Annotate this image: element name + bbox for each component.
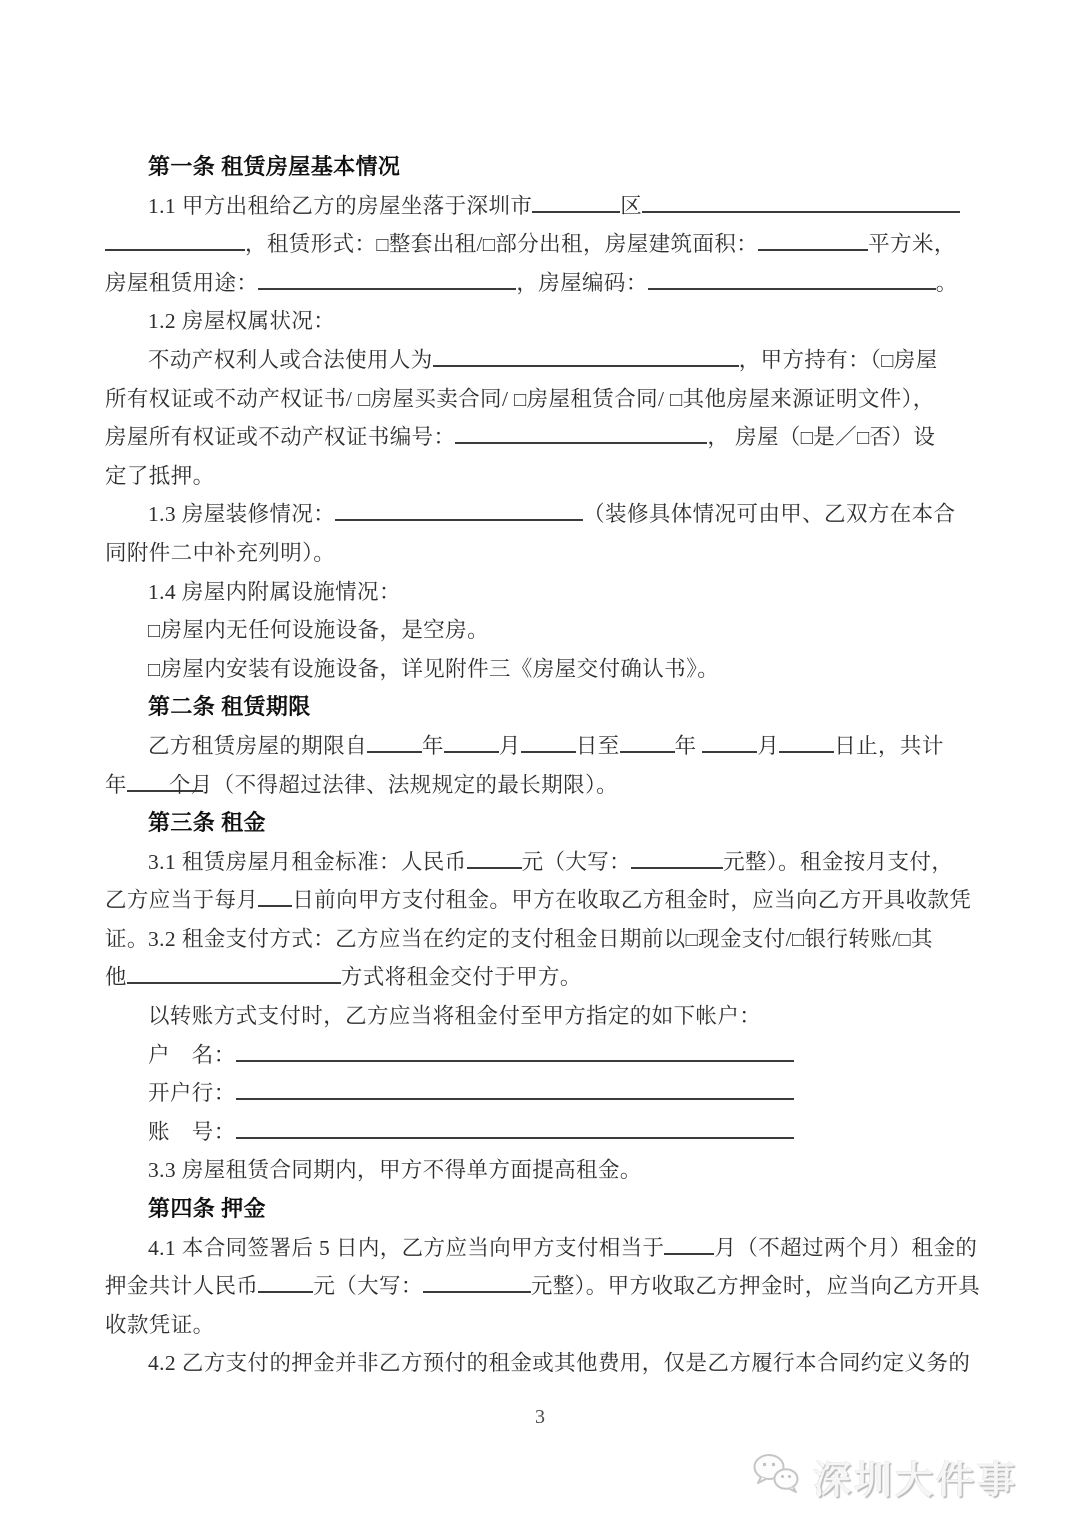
contract-line [105, 727, 982, 766]
text-run: 平方米， [868, 232, 956, 257]
blank-underline [664, 1249, 714, 1255]
contract-line [105, 843, 982, 882]
contract-line [105, 920, 982, 959]
text-run: 以转账方式支付时，乙方应当将租金付至甲方指定的如下帐户： [148, 1004, 762, 1029]
text-run: 4.1 本合同签署后 5 日内，乙方应当向甲方支付相当于 [148, 1235, 665, 1260]
text-run: 3.1 租赁房屋月租金标准：人民币 [148, 849, 467, 874]
text-run: 房屋 [893, 347, 938, 372]
blank-underline [779, 747, 834, 753]
text-run: 1.4 房屋内附属设施情况： [148, 579, 401, 604]
text-run: 4.2 乙方支付的押金并非乙方预付的租金或其他费用，仅是乙方履行本合同约定义务的 [148, 1351, 971, 1376]
blank-underline [236, 1056, 794, 1062]
text-run: 区 [620, 193, 643, 218]
text-run: 1.3 房屋装修情况： [148, 502, 336, 527]
contract-line [105, 534, 982, 573]
contract-line [105, 573, 982, 612]
checkbox-icon: □ [376, 234, 389, 257]
contract-line [105, 341, 982, 380]
text-run: 3.3 房屋租赁合同期内，甲方不得单方面提高租金。 [148, 1158, 642, 1183]
text-run: ，房屋编码： [516, 270, 648, 295]
contract-line [105, 225, 982, 264]
blank-underline [258, 1287, 313, 1293]
contract-body [105, 148, 982, 1383]
blank-underline [455, 438, 707, 444]
text-run: 月 [498, 733, 521, 758]
text-run: 乙方应当于每月 [105, 888, 259, 913]
checkbox-icon: □ [482, 234, 496, 257]
checkbox-icon: □ [685, 928, 699, 951]
blank-underline [423, 1287, 531, 1293]
text-run: 日止，共计 [834, 733, 944, 758]
wechat-icon [751, 1452, 803, 1501]
text-run: 元整）。甲方收取乙方押金时，应当向乙方开具 [530, 1274, 980, 1299]
text-run: 方式将租金交付于甲方。 [340, 965, 582, 990]
blank-underline [433, 361, 739, 367]
blank-underline [758, 245, 868, 251]
blank-underline [105, 245, 245, 251]
text-run: 现金支付/ [698, 926, 793, 951]
contract-line [105, 1036, 982, 1075]
text-run: 3.2 租金支付方式：乙方应当在约定的支付租金日期前以 [148, 926, 686, 951]
checkbox-icon: □ [857, 427, 870, 450]
blank-underline [467, 863, 522, 869]
contract-line [105, 1113, 982, 1152]
checkbox-icon: □ [800, 427, 814, 450]
section-heading [105, 688, 982, 727]
text-run: 否）设 [869, 425, 936, 450]
checkbox-icon: □ [148, 620, 161, 643]
text-run: 房屋内安装有设施设备，详见附件三《房屋交付确认书》。 [160, 656, 720, 681]
checkbox-icon: □ [670, 388, 683, 411]
text-run: 账 号： [148, 1119, 236, 1144]
contract-line [105, 1267, 982, 1306]
checkbox-icon: □ [898, 928, 911, 951]
section-heading [105, 804, 982, 843]
blank-underline [521, 747, 576, 753]
page-number: 3 [535, 1406, 545, 1428]
text-run: 他 [105, 965, 127, 990]
section-heading [105, 148, 982, 187]
text-run: 押金共计人民币 [105, 1274, 259, 1299]
contract-line [105, 457, 982, 496]
blank-underline [367, 747, 422, 753]
blank-underline [444, 747, 499, 753]
blank-underline [258, 901, 292, 907]
contract-line [105, 1074, 982, 1113]
contract-line [105, 1151, 982, 1190]
text-run: 第一条 租赁房屋基本情况 [148, 154, 401, 179]
checkbox-icon: □ [514, 388, 527, 411]
text-run: 日至 [575, 733, 620, 758]
text-run: 个月（不得超过法律、法规规定的最长期限）。 [168, 772, 619, 797]
text-run: 1.1 甲方出租给乙方的房屋坐落于深圳市 [148, 193, 533, 218]
contract-line [105, 418, 982, 457]
checkbox-icon: □ [358, 388, 371, 411]
blank-underline [702, 747, 757, 753]
contract-line [105, 611, 982, 650]
text-run: 户 名： [148, 1042, 236, 1067]
text-run: 是／ [813, 425, 858, 450]
blank-underline [335, 515, 583, 521]
contract-line [105, 380, 982, 419]
text-run: 所有权证或不动产权证书/ [105, 386, 359, 411]
text-run: 整套出租/ [388, 232, 483, 257]
text-run: 其 [910, 926, 933, 951]
blank-underline [620, 747, 675, 753]
blank-underline [236, 1094, 794, 1100]
text-run: 房屋内无任何设施设备，是空房。 [160, 618, 489, 643]
contract-line [105, 1306, 982, 1345]
contract-line [105, 766, 982, 805]
text-run: ， 房屋（ [707, 425, 801, 450]
text-run: 定了抵押。 [105, 463, 215, 488]
text-run: 第二条 租赁期限 [148, 694, 311, 720]
contract-line [105, 1344, 982, 1383]
blank-underline [258, 284, 516, 290]
watermark-label: 深圳大件事 [812, 1460, 1018, 1502]
contract-line [105, 264, 982, 303]
text-run: 元（大写： [313, 1274, 423, 1299]
contract-line [105, 302, 982, 341]
contract-line [105, 958, 982, 997]
checkbox-icon: □ [148, 658, 161, 681]
text-run: 1.2 房屋权属状况： [148, 309, 336, 334]
text-run: 元整）。租金按月支付， [723, 849, 954, 874]
checkbox-icon: □ [881, 349, 894, 372]
text-run: 部分出租，房屋建筑面积： [495, 232, 759, 257]
text-run: 月（不超过两个月）租金的 [714, 1235, 978, 1260]
contract-line [105, 187, 982, 226]
blank-underline [648, 284, 936, 290]
text-run: 房屋所有权证或不动产权证书编号： [105, 425, 456, 450]
text-run: 房屋买卖合同/ [370, 386, 515, 411]
blank-underline [631, 863, 723, 869]
text-run: 同附件二中补充列明）。 [105, 540, 336, 565]
text-run: 日前向甲方支付租金。甲方在收取乙方租金时，应当向乙方开具收款凭证。 [105, 888, 972, 951]
text-run: 元（大写： [521, 849, 632, 874]
contract-line [105, 997, 982, 1036]
blank-underline [642, 207, 960, 213]
text-run: 银行转账/ [804, 926, 899, 951]
blank-underline [127, 786, 169, 792]
text-run: 第三条 租金 [148, 810, 266, 836]
blank-underline [532, 207, 620, 213]
watermark [751, 1449, 1018, 1504]
text-run: （装修具体情况可由甲、乙双方在本合 [583, 502, 956, 527]
checkbox-icon: □ [792, 928, 805, 951]
text-run: 。 [935, 270, 958, 295]
text-run: 开户行： [148, 1081, 236, 1106]
text-run: 年 [674, 733, 703, 758]
text-run: ，租赁形式： [245, 232, 377, 257]
text-run: 第四条 押金 [148, 1196, 266, 1222]
section-heading [105, 1190, 982, 1229]
text-run: 年 [105, 772, 127, 797]
text-run: ，甲方持有：（ [738, 347, 882, 372]
text-run: 月 [757, 733, 780, 758]
text-run: 年 [422, 733, 444, 758]
blank-underline [127, 978, 341, 984]
contract-line [105, 495, 982, 534]
text-run: 其他房屋来源证明文件）， [682, 386, 935, 411]
text-run: 乙方租赁房屋的期限自 [148, 733, 368, 758]
text-run: 不动产权利人或合法使用人为 [148, 347, 433, 372]
text-run: 收款凭证。 [105, 1312, 215, 1337]
text-run: 房屋租赁合同/ [526, 386, 671, 411]
text-run: 房屋租赁用途： [105, 270, 259, 295]
contract-line [105, 650, 982, 689]
contract-line [105, 1229, 982, 1268]
blank-underline [236, 1133, 794, 1139]
